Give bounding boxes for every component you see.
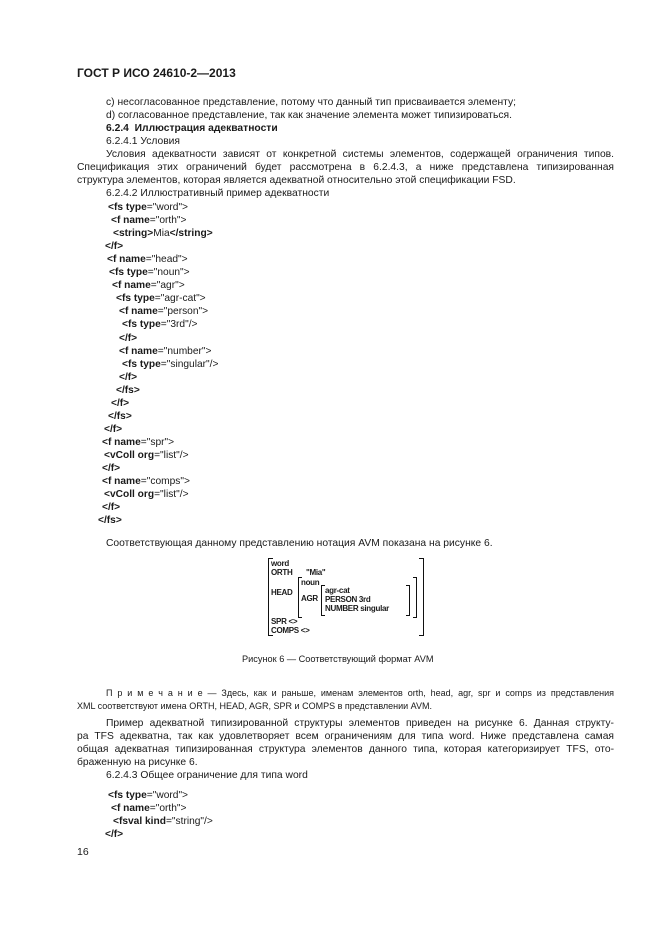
code-tag: <fs type [108, 790, 147, 801]
section-heading-6243: 6.2.4.3 Общее ограничение для типа word [106, 770, 308, 781]
code-line [108, 201, 188, 214]
code-tag: <vColl org [104, 489, 155, 501]
code-text: ="string"/> [165, 816, 213, 828]
code-tag: </f> [111, 397, 130, 409]
avm-figure [268, 557, 428, 637]
code-line [111, 397, 129, 410]
code-line [116, 292, 206, 305]
avm-person: PERSON 3rd [325, 595, 371, 604]
code-tag: <f name [102, 476, 141, 488]
code-line [111, 214, 186, 227]
code-text: ="list"/> [154, 489, 189, 501]
avm-spr: SPR <> [271, 617, 298, 626]
head-right-bracket [413, 577, 417, 618]
avm-head-label: HEAD [271, 588, 293, 597]
code-tag: </f> [102, 502, 121, 514]
code-tag: <fsval kind [113, 816, 166, 828]
code-text: ="word"> [146, 790, 189, 801]
code-tag: </f> [105, 241, 124, 253]
code-line [113, 227, 213, 240]
code-tag: </f> [105, 829, 124, 841]
code-line [122, 358, 218, 371]
code-tag: <f name [102, 436, 141, 448]
code-line [109, 266, 190, 279]
code-line [116, 384, 140, 397]
code-tag: <f name [112, 280, 151, 292]
code-text: ="list"/> [154, 449, 189, 461]
code-tag: </fs> [98, 515, 122, 527]
code-tag: <fs type [109, 267, 148, 279]
paragraph-line: структура элементов, которая является адекватной относительно этой спецификации FSD. [77, 175, 516, 186]
paragraph-line: Спецификация этих ограничений будет рассмотрена в 6.2.4.3, а ниже представлена типизированная [77, 162, 614, 173]
list-item-d: d) согласованное представление, так как значение элемента может типизироваться. [106, 110, 512, 121]
code-line [119, 332, 137, 345]
avm-orth-value: "Mia" [306, 568, 326, 577]
code-line [122, 318, 197, 331]
code-text: ="person"> [157, 306, 209, 318]
avm-type-noun: noun [301, 578, 320, 587]
paragraph-line: браженную на рисунке 6. [77, 757, 198, 768]
code-text: ="noun"> [147, 267, 190, 279]
section-number: 6.2.4 [106, 123, 129, 134]
code-line [102, 475, 190, 488]
code-text: ="word"> [146, 202, 189, 213]
code-text: ="head"> [145, 254, 188, 266]
section-heading-6241: 6.2.4.1 Условия [106, 136, 180, 147]
code-tag: </string> [169, 228, 213, 240]
code-text: ="comps"> [140, 476, 190, 488]
code-tag: </fs> [108, 410, 132, 422]
code-tag: <f name [119, 306, 158, 318]
code-text: ="number"> [157, 345, 212, 357]
code-line [111, 802, 186, 815]
page-number: 16 [77, 846, 89, 858]
code-text: ="3rd"/> [160, 319, 198, 331]
code-tag: <f name [107, 254, 146, 266]
code-tag: <f name [119, 345, 158, 357]
avm-intro-text: Соответствующая данному представлению нотация AVM показана на рисунке 6. [106, 538, 493, 549]
avm-agr-label: AGR [301, 594, 318, 603]
list-item-c: c) несогласованное представление, потому что данный тип присваивается элементу; [106, 97, 516, 108]
code-text: ="orth"> [149, 803, 187, 815]
paragraph-line: Условия адекватности зависят от конкретной системы элементов, содержащей ограничения типов. [106, 149, 614, 160]
code-tag: </f> [104, 423, 123, 435]
code-tag: <fs type [108, 202, 147, 213]
avm-type-agr-cat: agr-cat [325, 586, 350, 595]
code-text: ="singular"/> [160, 358, 219, 370]
code-tag: </f> [102, 463, 121, 474]
outer-right-bracket [419, 558, 424, 636]
note-line-1: П р и м е ч а н и е — Здесь, как и раньше, именам элементов orth, head, agr, spr и comps из представления [106, 688, 614, 698]
code-line [105, 828, 123, 841]
section-heading-624 [106, 122, 278, 135]
code-line [104, 488, 189, 501]
code-tag: <fs type [122, 319, 161, 331]
code-text: Mia [153, 228, 170, 240]
code-line [108, 789, 188, 802]
code-line [119, 305, 208, 318]
note-line-2: XML соответствуют имена ORTH, HEAD, AGR, SPR и COMPS в представлении AVM. [77, 701, 433, 711]
avm-type-word: word [271, 559, 289, 568]
code-line [98, 514, 122, 527]
code-tag: <fs type [116, 293, 155, 305]
code-line [113, 815, 213, 828]
code-line [119, 345, 211, 358]
code-tag: </f> [119, 332, 138, 344]
code-tag: <f name [111, 215, 150, 227]
code-tag: <string> [113, 228, 154, 240]
code-line [105, 240, 123, 253]
code-tag: <f name [111, 803, 150, 815]
paragraph-line: ра TFS адекватна, так как удовлетворяет всем ограничениям для типа word. Ниже представлена самая [77, 731, 614, 742]
code-tag: </fs> [116, 384, 140, 396]
avm-orth-label: ORTH [271, 568, 293, 577]
code-line [102, 462, 120, 475]
code-line [104, 423, 122, 436]
paragraph-line: общая адекватная типизированная структура элементов данного типа, которая категоризирует TFS, ото- [77, 744, 614, 755]
section-title: Иллюстрация адекватности [134, 123, 278, 134]
code-text: ="orth"> [149, 215, 187, 227]
code-tag: </f> [119, 371, 138, 383]
figure-caption: Рисунок 6 — Соответствующий формат AVM [242, 654, 434, 664]
code-tag: <fs type [122, 358, 161, 370]
code-line [119, 371, 137, 384]
avm-number: NUMBER singular [325, 604, 389, 613]
paragraph-line: Пример адекватной типизированной структуры элементов приведен на рисунке 6. Данная структу- [106, 718, 614, 729]
document-header: ГОСТ Р ИСО 24610-2—2013 [77, 66, 236, 80]
code-line [102, 501, 120, 514]
code-text: ="agr"> [150, 280, 185, 292]
code-line [112, 279, 185, 292]
agr-right-bracket [406, 585, 410, 616]
code-line [107, 253, 188, 266]
avm-comps: COMPS <> [271, 626, 310, 635]
code-tag: <vColl org [104, 449, 155, 461]
code-line [102, 436, 174, 449]
code-text: ="agr-cat"> [154, 293, 206, 305]
code-line [104, 449, 189, 462]
code-line [108, 410, 132, 423]
code-text: ="spr"> [140, 436, 175, 448]
section-heading-6242: 6.2.4.2 Иллюстративный пример адекватности [106, 188, 330, 199]
